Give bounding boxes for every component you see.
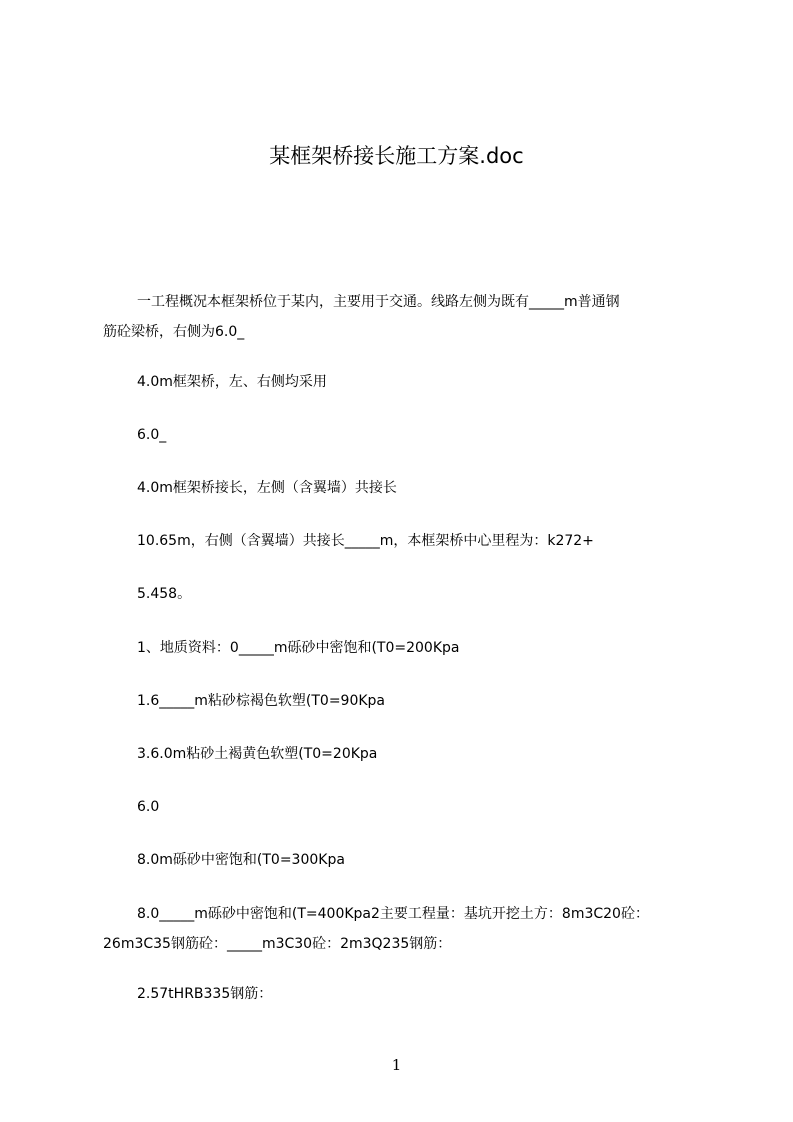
paragraph-frame-bridge <box>103 367 703 397</box>
paragraph-geology-1 <box>103 633 703 663</box>
paragraph-quantities <box>103 899 703 959</box>
paragraph-line: 筋砼梁桥，右侧为6.0_ <box>103 324 245 340</box>
document-title: 某框架桥接长施工方案.doc <box>269 144 524 168</box>
paragraph-geology-4 <box>103 792 703 822</box>
paragraph-line: 3.6.0m粘砂土褐黄色软塑(T0=20Kpa <box>137 746 378 762</box>
paragraph-line: 4.0m框架桥接长，左侧（含翼墙）共接长 <box>137 480 397 496</box>
paragraph-line: 8.0m砾砂中密饱和(T0=300Kpa <box>137 852 345 868</box>
paragraph-geology-3 <box>103 739 703 769</box>
paragraph-line: 1、地质资料：0_____m砾砂中密饱和(T0=200Kpa <box>137 640 460 656</box>
paragraph-extension-length <box>103 526 703 556</box>
paragraph-dimension <box>103 420 703 450</box>
paragraph-project-overview <box>103 287 703 347</box>
paragraph-line: 6.0 <box>137 799 160 815</box>
paragraph-geology-2 <box>103 686 703 716</box>
paragraph-geology-5 <box>103 845 703 875</box>
paragraph-line: 8.0_____m砾砂中密饱和(T=400Kpa2主要工程量：基坑开挖土方：8m3C20砼： <box>137 906 649 922</box>
paragraph-line: 一工程概况本框架桥位于某内，主要用于交通。线路左侧为既有_____m普通钢 <box>137 294 620 310</box>
paragraph-line: 2.57tHRB335钢筋： <box>137 986 273 1002</box>
paragraph-line: 6.0_ <box>137 427 167 443</box>
paragraph-mileage <box>103 579 703 609</box>
paragraph-extension <box>103 473 703 503</box>
paragraph-steel <box>103 979 703 1009</box>
paragraph-line: 4.0m框架桥，左、右侧均采用 <box>137 374 327 390</box>
paragraph-line: 10.65m，右侧（含翼墙）共接长_____m，本框架桥中心里程为：k272+ <box>137 533 594 549</box>
paragraph-line: 1.6_____m粘砂棕褐色软塑(T0=90Kpa <box>137 693 386 709</box>
paragraph-line: 5.458。 <box>137 586 192 602</box>
paragraph-line: 26m3C35钢筋砼：_____m3C30砼：2m3Q235钢筋： <box>103 936 452 952</box>
page-number: 1 <box>391 1056 402 1074</box>
